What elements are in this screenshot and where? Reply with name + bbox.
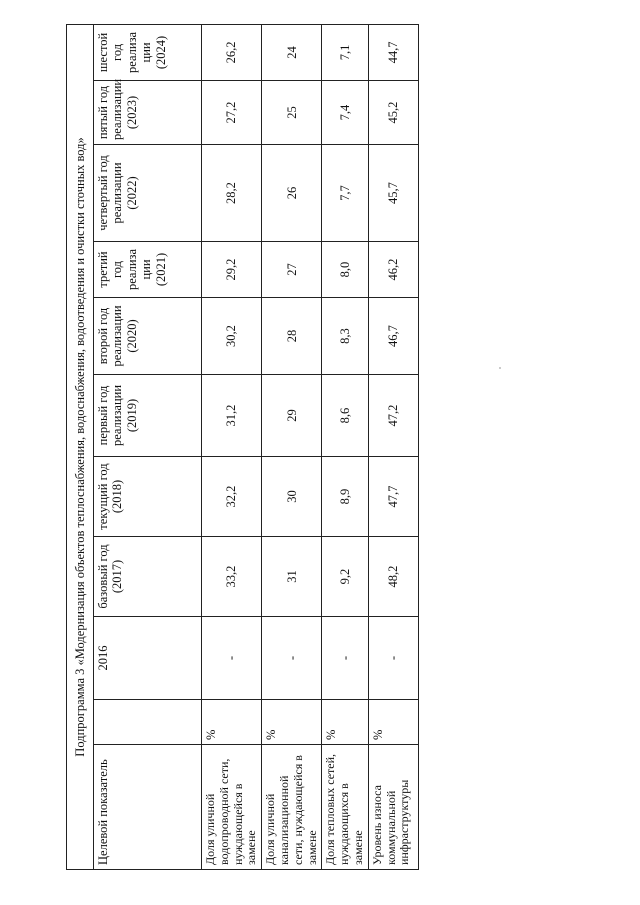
- value-cell: 47,2: [368, 375, 418, 457]
- table-row: [322, 24, 368, 869]
- header-indicator: Целевой показатель: [94, 745, 202, 870]
- table-row: [262, 24, 322, 869]
- value-2016: -: [202, 617, 262, 700]
- header-first-year: первый год реализации (2019): [94, 375, 202, 457]
- header-row: [94, 24, 202, 869]
- value-cell: 45,7: [368, 145, 418, 242]
- value-cell: 44,7: [368, 24, 418, 80]
- table-row: [202, 24, 262, 869]
- value-cell: 27: [262, 242, 322, 298]
- value-cell: 8,0: [322, 242, 368, 298]
- value-cell: 25: [262, 81, 322, 145]
- header-fourth-year: четвертый год реализации (2022): [94, 145, 202, 242]
- unit-cell: %: [262, 700, 322, 745]
- header-base-year: базовый год (2017): [94, 537, 202, 617]
- unit-cell: %: [322, 700, 368, 745]
- value-cell: 47,7: [368, 457, 418, 537]
- value-cell: 46,7: [368, 298, 418, 375]
- value-cell: 26,2: [202, 24, 262, 80]
- header-sixth-year: шестой год реализа ции (2024): [94, 24, 202, 80]
- value-cell: 45,2: [368, 81, 418, 145]
- value-cell: 26: [262, 145, 322, 242]
- value-cell: 9,2: [322, 537, 368, 617]
- value-cell: 32,2: [202, 457, 262, 537]
- header-unit: [94, 700, 202, 745]
- value-cell: 31: [262, 537, 322, 617]
- value-cell: 8,3: [322, 298, 368, 375]
- rotated-table-wrapper: [66, 25, 412, 870]
- indicator-cell: Доля тепловых сетей, нуждающихся в замене: [322, 745, 368, 870]
- table-row: [368, 24, 418, 869]
- value-cell: 24: [262, 24, 322, 80]
- table-caption: Подпрограмма 3 «Модернизация объектов теплоснабжения, водоснабжения, водоотведения и очистки сточных вод»: [67, 24, 94, 869]
- header-second-year: второй год реализации (2020): [94, 298, 202, 375]
- header-2016: 2016: [94, 617, 202, 700]
- unit-cell: %: [368, 700, 418, 745]
- value-cell: 7,7: [322, 145, 368, 242]
- value-cell: 29,2: [202, 242, 262, 298]
- value-cell: 31,2: [202, 375, 262, 457]
- value-cell: 8,9: [322, 457, 368, 537]
- value-cell: 30,2: [202, 298, 262, 375]
- indicators-table: [66, 24, 419, 870]
- header-current-year: текущий год (2018): [94, 457, 202, 537]
- value-cell: 27,2: [202, 81, 262, 145]
- value-cell: 46,2: [368, 242, 418, 298]
- value-cell: 29: [262, 375, 322, 457]
- indicator-cell: Доля уличной водопроводной сети, нуждающейся в замене: [202, 745, 262, 870]
- indicator-cell: Доля уличной канализационной сети, нуждающейся в замене: [262, 745, 322, 870]
- value-2016: -: [262, 617, 322, 700]
- value-cell: 7,1: [322, 24, 368, 80]
- value-cell: 8,6: [322, 375, 368, 457]
- value-cell: 33,2: [202, 537, 262, 617]
- value-cell: 48,2: [368, 537, 418, 617]
- unit-cell: %: [202, 700, 262, 745]
- value-cell: 30: [262, 457, 322, 537]
- header-fifth-year: пятый год реализации (2023): [94, 81, 202, 145]
- caption-row: [67, 24, 94, 869]
- header-third-year: третий год реализа ции (2021): [94, 242, 202, 298]
- indicator-cell: Уровень износа коммунальной инфраструктуры: [368, 745, 418, 870]
- value-2016: -: [368, 617, 418, 700]
- value-2016: -: [322, 617, 368, 700]
- value-cell: 28: [262, 298, 322, 375]
- value-cell: 28,2: [202, 145, 262, 242]
- scan-speck: [499, 367, 501, 369]
- value-cell: 7,4: [322, 81, 368, 145]
